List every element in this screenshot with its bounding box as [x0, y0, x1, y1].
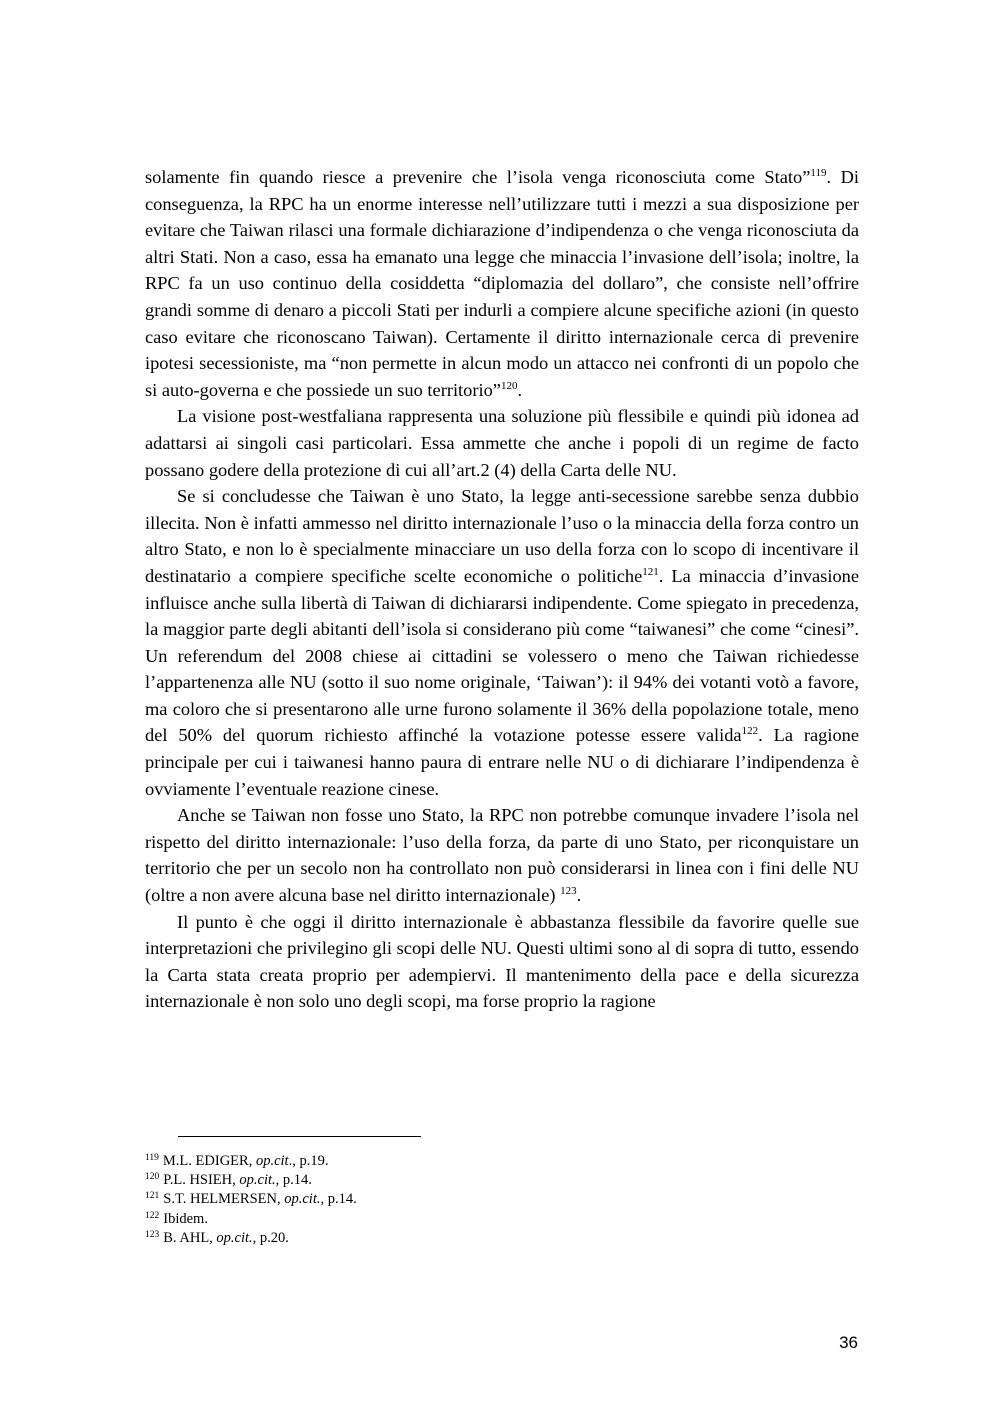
footnote-page: , p.14. [320, 1191, 357, 1208]
footnote-separator [178, 1136, 421, 1137]
footnote-author: B. AHL, [163, 1229, 217, 1246]
paragraph-text: Anche se Taiwan non fosse uno Stato, la RPC non potrebbe comunque invadere l’isola nel rispetto del diritto internazionale: l’uso della forza, da parte di uno Stato, per riconquistare un territorio che per un secolo non ha controllato non può considerarsi in linea con i fini delle NU (oltre a non avere alcuna base nel diritto internazionale) [145, 805, 859, 906]
paragraph [145, 483, 859, 802]
footnote-author: S.T. HELMERSEN, [163, 1191, 285, 1208]
footnote-number: 123 [145, 1229, 160, 1240]
footnote [145, 1171, 845, 1190]
paragraph-text: . Di conseguenza, la RPC ha un enorme interesse nell’utilizzare tutti i mezzi a sua disposizione per evitare che Taiwan rilasci una formale dichiarazione d’indipendenza o che venga riconosciuta da altri Stati. Non a caso, essa ha emanato una legge che minaccia l’invasione dell’isola; inoltre, la RPC fa un uso continuo della cosiddetta “diplomazia del dollaro”, che consiste nell’offrire grandi somme di denaro a piccoli Stati per indurli a compiere alcune specifiche azioni (in questo caso evitare che riconoscano Taiwan). Certamente il diritto internazionale cerca di prevenire ipotesi secessioniste, ma “non permette in alcun modo un attacco nei confronti di un popolo che si auto-governa e che possiede un suo territorio” [145, 167, 859, 400]
paragraph-text: solamente fin quando riesce a prevenire che l’isola venga riconosciuta come Stato” [145, 167, 811, 187]
footnote-page: ., p.19. [288, 1153, 329, 1169]
paragraph [145, 802, 859, 908]
footnote [145, 1190, 845, 1209]
paragraph [145, 403, 859, 483]
footnote-reference: 122 [741, 725, 759, 738]
footnote [145, 1229, 845, 1248]
footnote-reference: 120 [500, 379, 518, 392]
body-text [145, 164, 859, 1015]
footnote-page: p.14. [279, 1172, 312, 1189]
paragraph-text: . [576, 885, 582, 906]
footnote-author: M.L. EDIGER, [162, 1153, 256, 1169]
footnote-author: Ibidem. [163, 1210, 208, 1227]
paragraph [145, 164, 859, 403]
paragraph [145, 909, 859, 1015]
page-number: 36 [839, 1333, 858, 1352]
footnote-reference: 119 [810, 167, 827, 179]
paragraph-text: La visione post-westfaliana rappresenta una soluzione più flessibile e quindi più idonea ad adattarsi ai singoli casi particolari. Essa ammette che anche i popoli di un regime de facto possano godere della protezione di cui all’art.2 (4) della Carta delle NU. [145, 406, 859, 480]
footnote-author: P.L. HSIEH, [163, 1172, 240, 1189]
footnote-citation: op.cit. [284, 1191, 321, 1208]
footnote [145, 1210, 845, 1229]
footnote-citation: op.cit., [239, 1172, 280, 1189]
footnote-number: 121 [145, 1191, 160, 1202]
paragraph-text: Il punto è che oggi il diritto internazionale è abbastanza flessibile da favorire quelle sue interpretazioni che privilegino gli scopi delle NU. Questi ultimi sono al di sopra di tutto, essendo la Carta stata creata proprio per adempiervi. Il mantenimento della pace e della sicurezza internazionale è non solo uno degli scopi, ma forse proprio la ragione [145, 911, 859, 1012]
footnote-number: 120 [145, 1172, 160, 1183]
footnote-citation: op.cit., [216, 1229, 257, 1246]
footnote-page: p.20. [256, 1229, 289, 1246]
footnote-reference: 123 [560, 885, 577, 898]
footnote-number: 122 [145, 1210, 160, 1221]
paragraph-text: Se si concludesse che Taiwan è uno Stato, la legge anti-secessione sarebbe senza dubbio illecita. Non è infatti ammesso nel diritto internazionale l’uso o la minaccia della forza contro un altro Stato, e non lo è specialmente minacciare un uso della forza con lo scopo di incentivare il destinatario a compiere specifiche scelte economiche o politiche [145, 486, 859, 586]
paragraph-text: . La minaccia d’invasione influisce anche sulla libertà di Taiwan di dichiararsi indipendente. Come spiegato in precedenza, la maggior parte degli abitanti dell’isola si considerano più come “taiwanesi” che come “cinesi”. Un referendum del 2008 chiese ai cittadini se volessero o meno che Taiwan richiedesse l’appartenenza alle NU (sotto il suo nome originale, ‘Taiwan’): il 94% dei votanti votò a favore, ma coloro che si presentarono alle urne furono solamente il 36% della popolazione totale, meno del 50% del quorum richiesto affinché la votazione potesse essere valida [145, 565, 859, 746]
footnote-citation: op.cit [255, 1153, 289, 1169]
footnote-number: 119 [145, 1153, 159, 1163]
paragraph-text: . [517, 379, 523, 400]
footnote-reference: 121 [642, 565, 659, 578]
footnotes [145, 1152, 845, 1248]
paragraph-text: . La ragione principale per cui i taiwanesi hanno paura di entrare nelle NU o di dichiarare l’indipendenza è ovviamente l’eventuale reazione cinese. [145, 725, 859, 799]
footnote [145, 1152, 845, 1171]
